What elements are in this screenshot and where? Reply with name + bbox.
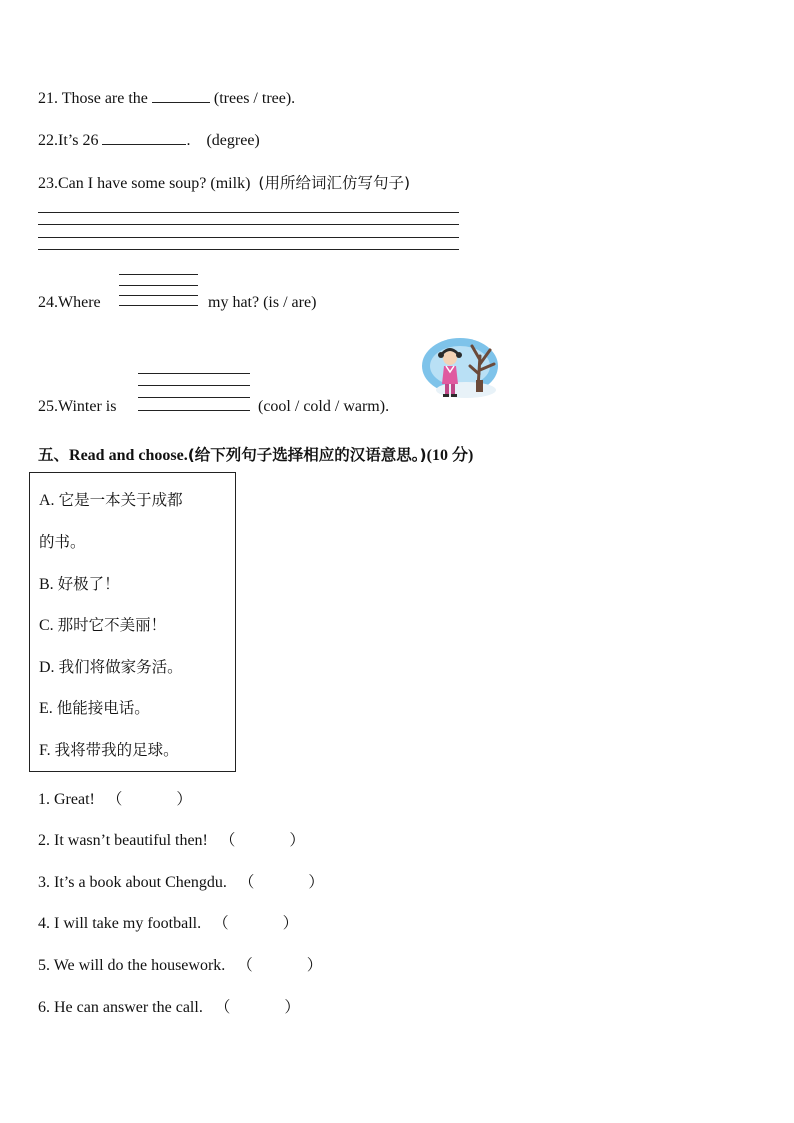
answer-blank[interactable] — [152, 88, 210, 103]
question-21: 21. Those are the (trees / tree). — [38, 90, 296, 107]
section-5-heading: 五、Read and choose.(给下列句子选择相应的汉语意思。)(10 分) — [38, 446, 474, 464]
option-c: C. 那时它不美丽！ — [39, 616, 167, 634]
question-25: 25.Winter is — [38, 398, 117, 415]
writing-line[interactable] — [38, 249, 459, 250]
option-a: A. 它是一本关于成都 — [39, 491, 183, 509]
answer-line[interactable] — [119, 295, 198, 296]
option-b: B. 好极了！ — [39, 575, 120, 593]
answer-line[interactable] — [138, 397, 250, 398]
question-23: 23.Can I have some soup? (milk) (用所给词汇仿写句子) — [38, 174, 411, 192]
question-24-hint: my hat? (is / are) — [208, 294, 317, 311]
question-25-hint: (cool / cold / warm). — [258, 398, 390, 415]
question-item: 5. We will do the housework. （ ） — [38, 956, 323, 974]
option-e: E. 他能接电话。 — [39, 699, 150, 717]
writing-line[interactable] — [38, 237, 459, 238]
question-item: 2. It wasn’t beautiful then! （ ） — [38, 831, 305, 849]
question-item: 6. He can answer the call. （ ） — [38, 998, 300, 1016]
question-24: 24.Where — [38, 294, 101, 311]
answer-line[interactable] — [138, 373, 250, 374]
answer-line[interactable] — [119, 285, 198, 286]
option-f: F. 我将带我的足球。 — [39, 741, 179, 759]
option-a-cont: 的书。 — [39, 533, 86, 551]
winter-girl-illustration — [420, 336, 500, 404]
question-22: 22.It’s 26 . (degree) — [38, 132, 260, 149]
question-item: 4. I will take my football. （ ） — [38, 914, 299, 932]
answer-blank[interactable] — [102, 130, 186, 145]
option-d: D. 我们将做家务活。 — [39, 658, 183, 676]
writing-line[interactable] — [38, 212, 459, 213]
answer-line[interactable] — [138, 410, 250, 411]
options-box — [29, 472, 236, 772]
answer-line[interactable] — [119, 305, 198, 306]
question-item: 3. It’s a book about Chengdu. （ ） — [38, 873, 324, 891]
answer-line[interactable] — [119, 274, 198, 275]
writing-line[interactable] — [38, 224, 459, 225]
question-item: 1. Great! （ ） — [38, 790, 192, 808]
answer-line[interactable] — [138, 385, 250, 386]
